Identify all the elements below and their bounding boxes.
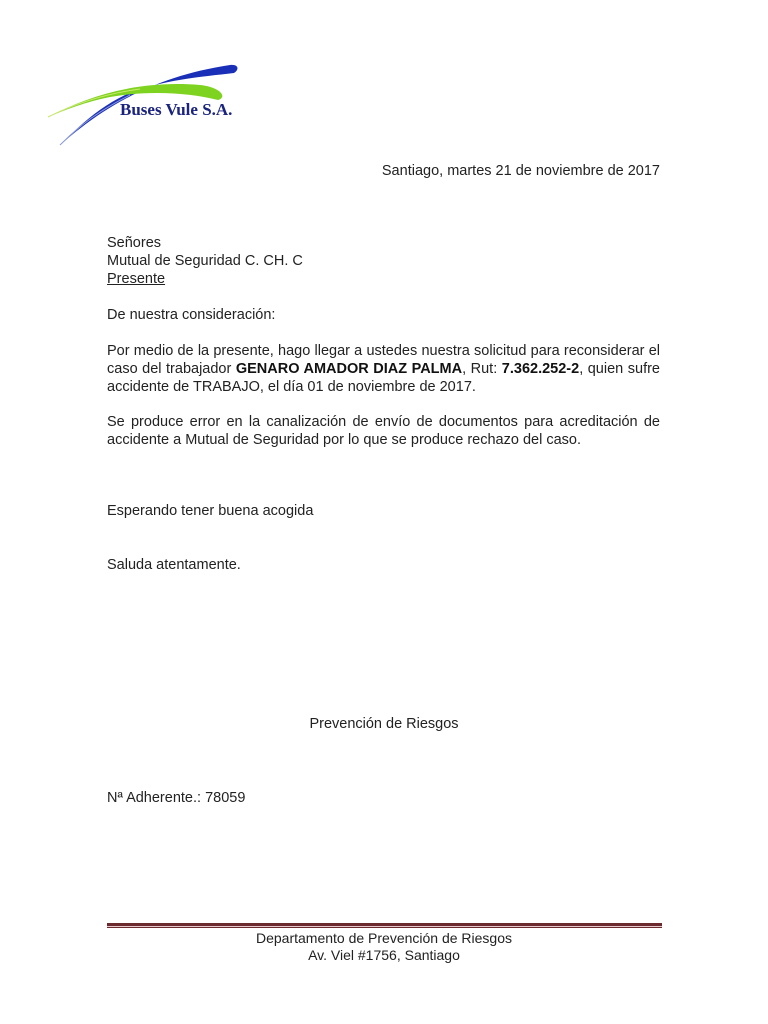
worker-name: GENARO AMADOR DIAZ PALMA <box>235 361 463 377</box>
paragraph-text: , quien sufre accidente de TRABAJO, el día 01 de noviembre de 2017. <box>107 361 660 395</box>
worker-rut: 7.362.252-2 <box>501 361 580 377</box>
footer-department: Departamento de Prevención de Riesgos <box>255 930 513 946</box>
company-logo <box>40 55 250 150</box>
paragraph-text: , Rut: <box>462 361 502 377</box>
addressee-block <box>107 234 660 288</box>
salutation: Saluda atentamente. <box>107 557 241 573</box>
addressee-line-3: Presente <box>107 271 166 287</box>
closing-line: Esperando tener buena acogida <box>107 503 314 519</box>
greeting: De nuestra consideración: <box>107 307 276 323</box>
addressee-line-2: Mutual de Seguridad C. CH. C <box>107 253 303 269</box>
adherent-number: Nª Adherente.: 78059 <box>107 790 246 806</box>
paragraph-request <box>107 342 660 396</box>
paragraph-error: Se produce error en la canalización de envío de documentos para acreditación de accidente a Mutual de Seguridad por lo que se produce rechazo del caso. <box>107 414 660 448</box>
letter-date: Santiago, martes 21 de noviembre de 2017 <box>381 163 660 179</box>
footer-divider <box>107 923 662 928</box>
footer <box>0 930 768 964</box>
addressee-line-1: Señores <box>107 235 162 251</box>
company-name: Buses Vule S.A. <box>120 100 233 119</box>
footer-address: Av. Viel #1756, Santiago <box>308 947 460 963</box>
paragraph-text: Por medio de la presente, hago llegar a ustedes nuestra solicitud para reconsiderar el caso del trabajador <box>107 343 660 377</box>
signature: Prevención de Riesgos <box>309 716 459 732</box>
